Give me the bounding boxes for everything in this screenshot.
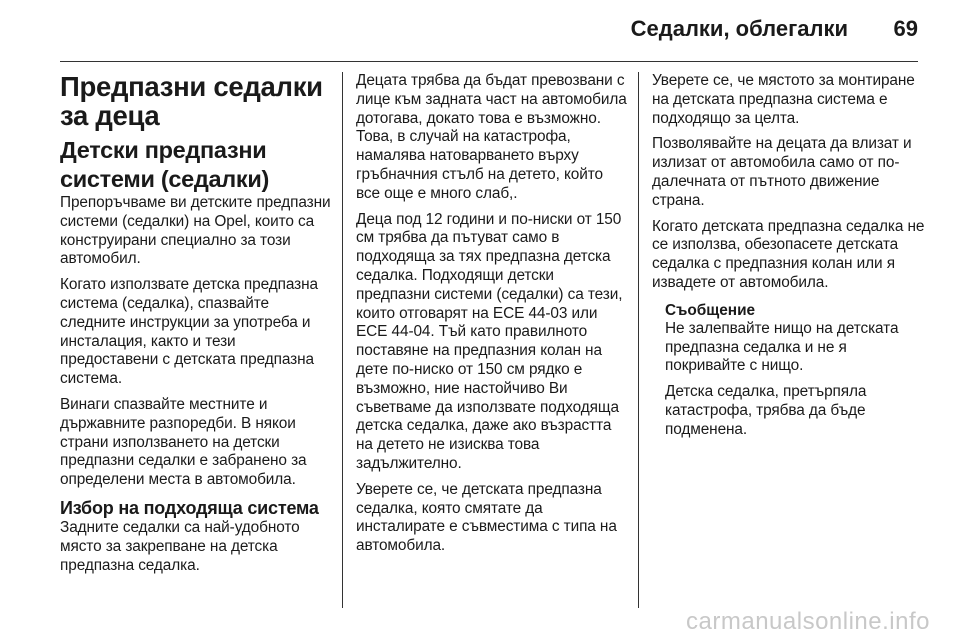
notice-paragraph: Не залепвайте нищо на детската предпазна седалка и не я покривайте с нищо. [665, 319, 899, 375]
paragraph: Препоръчваме ви детските предпазни системи (седалки) на Opel, които са конструирани специално за този автомобил. [60, 194, 331, 268]
paragraph: Задните седалки са най-удобното място за закрепване на детска предпазна седалка. [60, 518, 300, 574]
column-middle [356, 72, 628, 563]
paragraph: Децата трябва да бъдат превозвани с лице към задната част на автомобила дотогава, докато това е възможно. Това, в случай на катастрофа, намалява натоварването върху гръбначния стълб на детето, който все още е много слаб,. [356, 72, 627, 202]
paragraph: Когато използвате детска предпазна система (седалка), спазвайте следните инструкции за употреба и инсталация, както и тези предоставени с детската предпазна система. [60, 276, 318, 388]
notice-title: Съобщение [665, 301, 756, 319]
column-divider-2 [638, 72, 639, 608]
paragraph: Уверете се, че мястото за монтиране на детската предпазна система е подходящо за целта. [652, 72, 915, 127]
section-heading: Предпазни седалки за деца [60, 71, 323, 131]
paragraph: Когато детската предпазна седалка не се използва, обезопасете детската седалка с предпазния колан или я извадете от автомобила. [652, 217, 925, 291]
column-divider-1 [342, 72, 343, 608]
paragraph: Винаги спазвайте местните и държавните разпоредби. В някои страни използването на детски предпазни седалки е забранено за определени места в автомобила. [60, 395, 307, 489]
paragraph: Позволявайте на децата да влизат и излизат от автомобила само от по-далечната от пътното движение страна. [652, 135, 912, 209]
paragraph: Уверете се, че детската предпазна седалка, която смятате да инсталирате е съвместима с типа на автомобила. [356, 480, 617, 555]
page-number: 69 [893, 16, 918, 41]
paragraph: Деца под 12 години и по-ниски от 150 см трябва да пътуват само в подходяща за тях предпазна детска седалка. Подходящи детски предпазни системи (седалки) са тези, които отговарят на ECE 44-03 или ECE 44-04. Тъй като правилното поставяне на предпазния колан на дете по-ниско от 150 см рядко е възможно, ние настойчиво Ви съветваме да използвате подходяща детска седалка, даже ако възрастта на детето не изисква това задължително. [356, 210, 623, 472]
notice-box [652, 301, 928, 440]
subsection-heading: Детски предпазни системи (седалки) [60, 137, 270, 192]
column-left [60, 72, 332, 582]
running-header-title: Седалки, облегалки [630, 16, 848, 41]
column-right [652, 72, 928, 447]
minor-heading: Избор на подходяща система [60, 497, 319, 518]
watermark: carmanualsonline.info [686, 608, 930, 635]
header-divider [60, 61, 918, 62]
notice-paragraph: Детска седалка, претърпяла катастрофа, трябва да бъде подменена. [665, 383, 867, 438]
